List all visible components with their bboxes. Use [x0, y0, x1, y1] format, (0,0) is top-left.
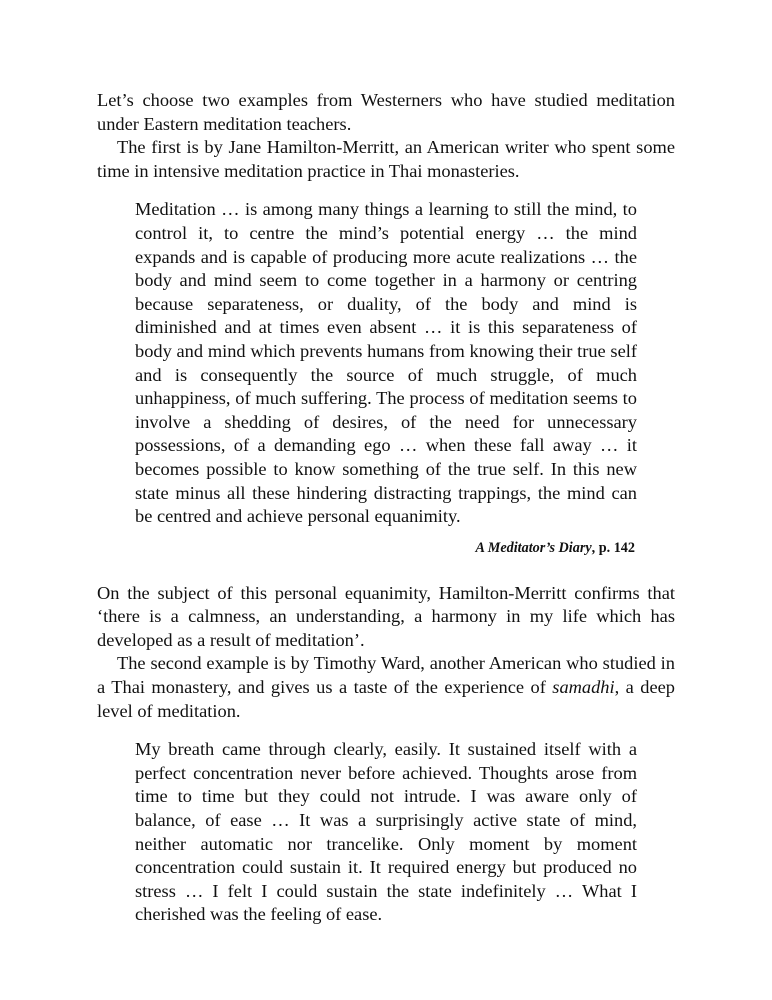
citation-page: , p. 142: [591, 539, 635, 556]
citation: [135, 538, 635, 558]
second-example-paragraph: [97, 652, 675, 723]
ward-quote: [135, 738, 637, 927]
second-example-text-end: , a deep level of meditation.: [97, 677, 676, 721]
samadhi-term: samadhi: [552, 677, 615, 698]
second-example-text-start: The second example is by Timothy Ward, another American who studied in a Thai monastery, and gives us a taste of the experience of: [97, 653, 675, 698]
equanimity-paragraph: On the subject of this personal equanimity, Hamilton-Merritt confirms that ‘there is a calmness, an understanding, a harmony in my life which has developed as a result of meditation’.: [97, 582, 675, 650]
first-example-paragraph: The first is by Jane Hamilton-Merritt, an American writer who spent some time in intensive meditation practice in Thai monasteries.: [97, 137, 675, 181]
block-quote-text: My breath came through clearly, easily. It sustained itself with a perfect concentration never before achieved. Thoughts arose from time to time but they could not intrude. I was aware only of balance, of ease … It was a surprisingly active state of mind, neither automatic nor trancelike. Only moment by moment concentration could sustain it. It required energy but produced no stress … I felt I could sustain the state indefinitely … What I cherished was the feeling of ease.: [135, 739, 637, 925]
block-quote-text: Meditation … is among many things a learning to still the mind, to control it, to centre the mind’s potential energy … the mind expands and is capable of producing more acute realizations … the body and mind seem to come together in a harmony or centring because separateness, or duality, of the body and mind is diminished and at times even absent … it is this separateness of body and mind which prevents humans from knowing their true self and is consequently the source of much struggle, of much unhappiness, of much suffering. The process of meditation seems to involve a shedding of desires, of the need for unnecessary possessions, of a demanding ego … when these fall away … it becomes possible to know something of the true self. In this new state minus all these hindering distracting trappings, the mind can be centred and achieve personal equanimity.: [135, 199, 637, 527]
citation-title: A Meditator’s Diary: [475, 539, 592, 556]
intro-paragraph: Let’s choose two examples from Westerners who have studied meditation under Eastern meditation teachers.: [97, 90, 675, 134]
document-page: [97, 89, 675, 927]
hamilton-merritt-quote: [135, 198, 637, 557]
